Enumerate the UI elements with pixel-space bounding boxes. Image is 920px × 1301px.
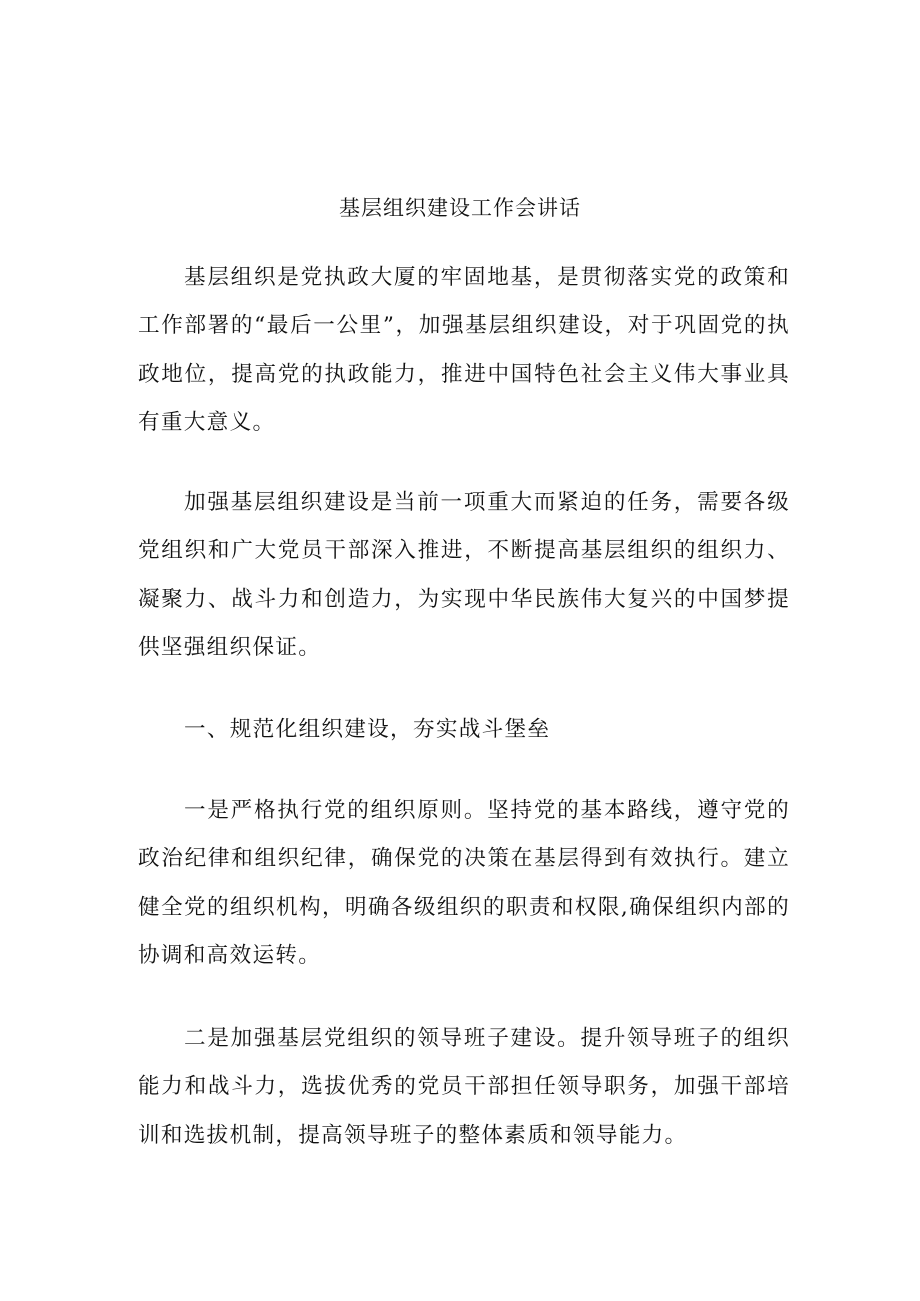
paragraph-point-2: 二是加强基层党组织的领导班子建设。提升领导班子的组织能力和战斗力，选拔优秀的党员干部担任领导职务，加强干部培训和选拔机制，提高领导班子的整体素质和领导能力。 (138, 1026, 790, 1148)
paragraph-intro: 基层组织是党执政大厦的牢固地基，是贯彻落实党的政策和工作部署的“最后一公里”，加强基层组织建设，对于巩固党的执政地位，提高党的执政能力，推进中国特色社会主义伟大事业具有重大意义。 (138, 265, 790, 435)
paragraph-task: 加强基层组织建设是当前一项重大而紧迫的任务，需要各级党组织和广大党员干部深入推进，不断提高基层组织的组织力、凝聚力、战斗力和创造力，为实现中华民族伟大复兴的中国梦提供坚强组织保证。 (138, 490, 790, 660)
paragraph-point-1: 一是严格执行党的组织原则。坚持党的基本路线，遵守党的政治纪律和组织纪律，确保党的决策在基层得到有效执行。建立健全党的组织机构，明确各级组织的职责和权限,确保组织内部的协调和高效运转。 (138, 798, 790, 968)
document-title: 基层组织建设工作会讲话 (339, 196, 581, 220)
section-heading-1: 一、规范化组织建设，夯实战斗堡垒 (184, 717, 551, 742)
